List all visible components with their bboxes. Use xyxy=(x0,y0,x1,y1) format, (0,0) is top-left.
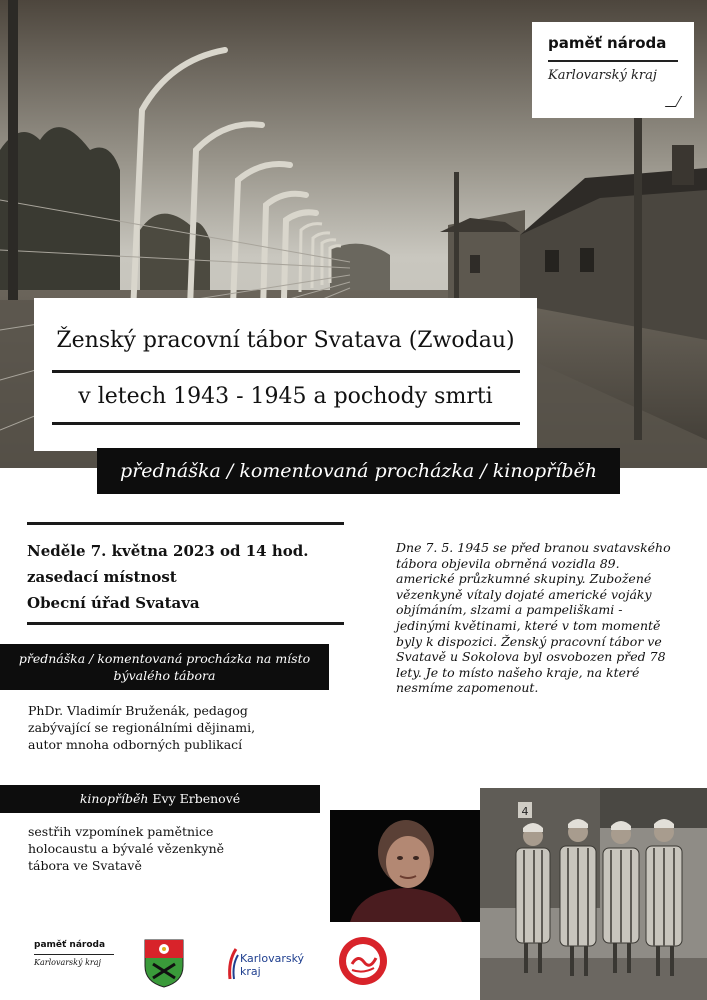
title-box xyxy=(34,298,537,451)
footer-pn-divider xyxy=(34,954,114,955)
kk-line-1: Karlovarský xyxy=(240,952,305,965)
title-divider-2 xyxy=(52,422,520,425)
event-date: Neděle 7. května 2023 od 14 hod. xyxy=(27,542,309,560)
logo-divider xyxy=(548,60,678,62)
film-heading-bar xyxy=(0,785,320,813)
title-divider-1 xyxy=(52,370,520,373)
film-desc-line-1: sestřih vzpomínek pamětnice xyxy=(28,824,214,839)
subtitle-bar: přednáška / komentovaná procházka / kinopříběh xyxy=(97,448,620,494)
speaker-line-2: zabývající se regionálními dějinami, xyxy=(28,720,256,735)
speaker-description xyxy=(28,702,255,753)
footer-pn-region: Karlovarský kraj xyxy=(34,958,101,967)
quote-line: americké průzkumné skupiny. Zubožené xyxy=(396,571,652,587)
film-desc-line-3: tábora ve Svatavě xyxy=(28,858,142,873)
kk-line-2: kraj xyxy=(240,965,261,978)
logo-name: paměť národa xyxy=(548,34,667,52)
speaker-line-3: autor mnoha odborných publikací xyxy=(28,737,243,752)
lecture-heading-line-2: bývalého tábora xyxy=(113,668,216,683)
quote-line: byly k dispozici. Ženský pracovní tábor ve xyxy=(396,633,662,649)
film-description xyxy=(28,823,224,874)
quote-line: Svatavě u Sokolova byl osvobozen před 78 xyxy=(396,649,666,665)
event-bottom-rule xyxy=(27,622,344,625)
eva-erbenova-portrait xyxy=(330,810,480,922)
quote-line: nesmíme zapomenout. xyxy=(396,680,539,696)
pamet-naroda-logo xyxy=(532,22,694,118)
event-room: zasedací místnost xyxy=(27,568,177,586)
quote-line: Dne 7. 5. 1945 se před branou svatavského xyxy=(396,540,671,555)
karlovarsky-kraj-logo xyxy=(226,945,316,985)
speaker-line-1: PhDr. Vladimír Bruženák, pedagog xyxy=(28,703,248,718)
quote-line: tábora objevila obrněná vozidla 89. xyxy=(396,555,620,571)
footer-pn-name: paměť národa xyxy=(34,940,106,950)
event-top-rule xyxy=(27,522,344,525)
title-line-1: Ženský pracovní tábor Svatava (Zwodau) xyxy=(56,328,515,353)
film-heading-em: kinopříběh xyxy=(79,791,149,806)
red-round-emblem-icon xyxy=(338,936,388,986)
title-line-2: v letech 1943 - 1945 a pochody smrti xyxy=(78,384,493,409)
quote-line: jedinými květinami, které v tom momentě xyxy=(396,617,661,633)
quote-line: lety. Je to místo našeho kraje, na které xyxy=(396,664,640,680)
speech-tick-icon xyxy=(665,96,682,107)
footer-pamet-naroda-logo xyxy=(34,940,114,986)
film-desc-line-2: holocaustu a bývalé vězenkyně xyxy=(28,841,225,856)
logo-region: Karlovarský kraj xyxy=(548,67,657,83)
film-heading-rest: Evy Erbenové xyxy=(148,791,241,806)
lecture-heading-bar xyxy=(0,644,329,690)
kk-swoosh-icon xyxy=(226,947,240,981)
svatava-coat-of-arms-icon xyxy=(143,938,185,988)
prisoners-photo xyxy=(480,788,707,1000)
history-quote xyxy=(396,540,696,696)
barrack-sign: 4 xyxy=(521,805,529,818)
event-place: Obecní úřad Svatava xyxy=(27,594,200,612)
event-info xyxy=(27,538,308,616)
lecture-heading-line-1: přednáška / komentovaná procházka na místo xyxy=(18,651,311,666)
quote-line: objímáním, slzami a pampeliškami - xyxy=(396,602,623,618)
quote-line: vězenkyně vítaly dojaté americké vojáky xyxy=(396,586,652,602)
